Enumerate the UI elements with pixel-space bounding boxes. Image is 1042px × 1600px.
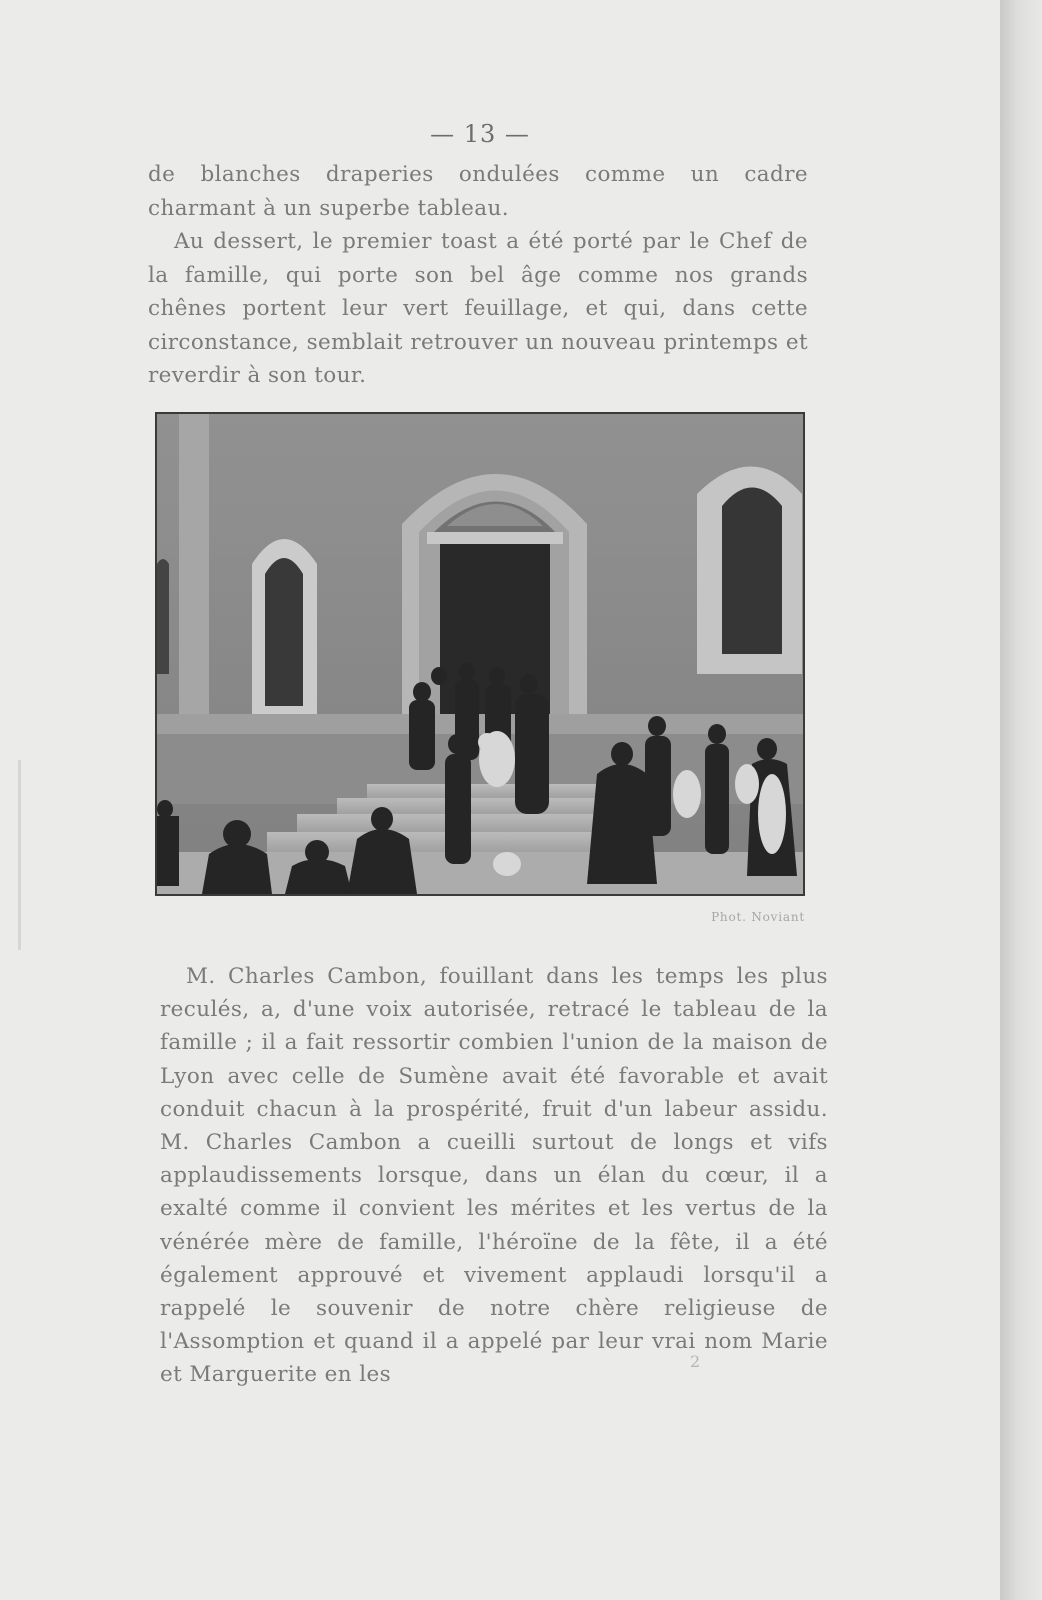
page-number: — 13 — [430,120,530,148]
paragraph-continuation: de blanches draperies ondulées comme un cadre charmant à un superbe tableau. [148,162,808,221]
folio-signature: 2 [690,1352,701,1371]
photo-credit: Phot. Noviant [711,910,805,924]
page-crease [18,760,21,950]
church-photo-illustration [157,414,803,894]
paragraph-cambon: M. Charles Cambon, fouillant dans les temps les plus reculés, a, d'une voix autorisée, retracé le tableau de la famille ; il a fait ressortir combien l'union de la maison de Lyon avec celle de Sumène avait été favorable et avait conduit chacun à la prospérité, fruit d'un labeur assidu. M. Charles Cambon a cueilli surtout de longs et vifs applaudissements lorsque, dans un élan du cœur, il a exalté comme il convient les mérites et les vertus de la vénérée mère de famille, l'héroïne de la fête, il a été également approuvé et vivement applaudi lorsqu'il a rappelé le souvenir de notre chère religieuse de l'Assomption et quand il a appelé par leur vrai nom Marie et Marguerite en les [160,964,828,1388]
paragraph-toast: Au dessert, le premier toast a été porté par le Chef de la famille, qui porte son bel âge comme nos grands chênes portent leur vert feuillage, et qui, dans cette circonstance, semblait retrouver un nouveau printemps et reverdir à son tour. [148,229,808,388]
page-edge-shadow [1000,0,1042,1600]
church-photograph [155,412,805,896]
text-block-bottom [160,960,828,1392]
text-block-top [148,158,808,393]
